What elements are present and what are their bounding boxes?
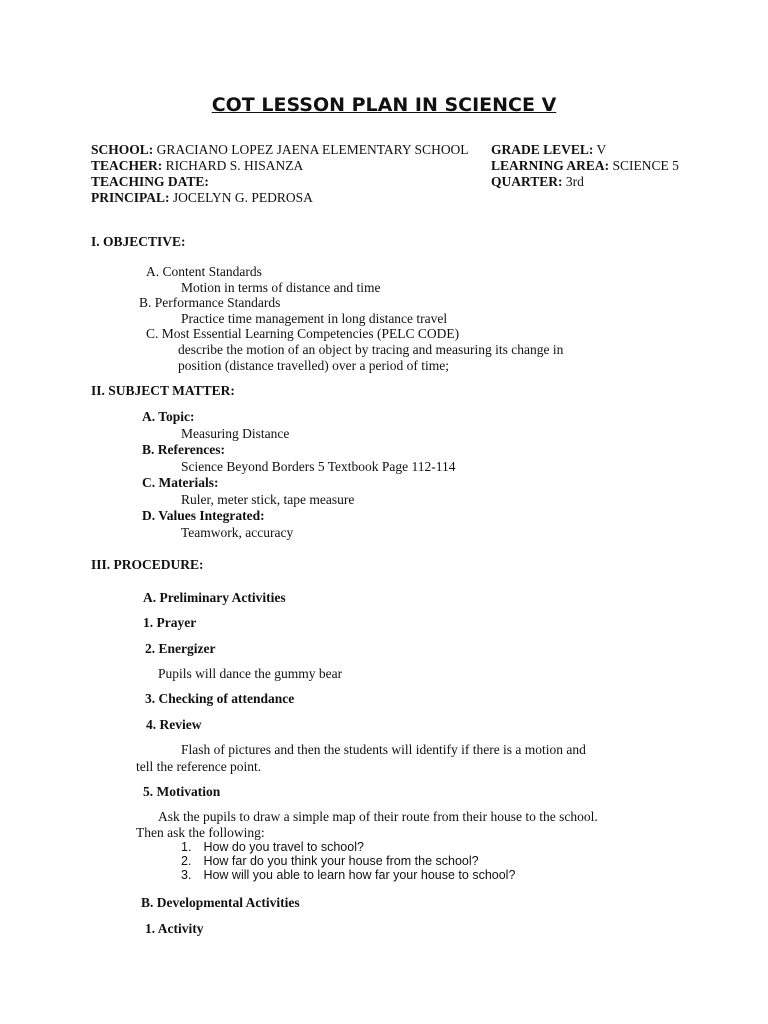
school-value: GRACIANO LOPEZ JAENA ELEMENTARY SCHOOL <box>153 142 469 157</box>
energizer-text: Pupils will dance the gummy bear <box>158 666 343 681</box>
content-standards-label: A. Content Standards <box>146 264 262 279</box>
question-number: 3. <box>181 868 192 882</box>
quarter-line <box>491 174 584 190</box>
content-standards-text: Motion in terms of distance and time <box>181 280 381 295</box>
question-3 <box>181 868 515 882</box>
learning-area-label: LEARNING AREA: <box>491 158 610 173</box>
competencies-text-2: position (distance travelled) over a period of time; <box>178 358 450 373</box>
question-1 <box>181 840 364 854</box>
references-label: B. References: <box>142 442 225 457</box>
review-text-1: Flash of pictures and then the students will identify if there is a motion and <box>181 742 586 757</box>
teacher-label: TEACHER: <box>91 158 163 173</box>
question-text: How do you travel to school? <box>203 840 364 854</box>
learning-area-line <box>491 158 679 174</box>
school-label: SCHOOL: <box>91 142 154 157</box>
review-label: 4. Review <box>146 717 202 732</box>
learning-area-value: SCIENCE 5 <box>609 158 679 173</box>
teacher-value: RICHARD S. HISANZA <box>162 158 304 173</box>
teacher-line <box>91 158 303 174</box>
motivation-text-2: Then ask the following: <box>136 825 265 840</box>
procedure-heading: III. PROCEDURE: <box>91 557 204 572</box>
document-title: COT LESSON PLAN IN SCIENCE V <box>211 94 557 116</box>
grade-level-line <box>491 142 606 158</box>
question-number: 2. <box>181 854 192 868</box>
quarter-label: QUARTER: <box>491 174 563 189</box>
principal-value: JOCELYN G. PEDROSA <box>169 190 313 205</box>
values-text: Teamwork, accuracy <box>181 525 294 540</box>
grade-level-label: GRADE LEVEL: <box>491 142 594 157</box>
values-label: D. Values Integrated: <box>142 508 265 523</box>
teaching-date-line <box>91 174 209 190</box>
grade-level-value: V <box>593 142 607 157</box>
competencies-text-1: describe the motion of an object by tracing and measuring its change in <box>178 342 564 357</box>
performance-standards-label: B. Performance Standards <box>139 295 281 310</box>
question-text: How will you able to learn how far your house to school? <box>203 868 516 882</box>
references-text: Science Beyond Borders 5 Textbook Page 112-114 <box>181 459 456 474</box>
materials-label: C. Materials: <box>142 475 219 490</box>
question-text: How far do you think your house from the school? <box>203 854 479 868</box>
quarter-value: 3rd <box>562 174 584 189</box>
question-2 <box>181 854 479 868</box>
objective-heading: I. OBJECTIVE: <box>91 234 186 249</box>
energizer-label: 2. Energizer <box>145 641 216 656</box>
motivation-text-1: Ask the pupils to draw a simple map of their route from their house to the school. <box>158 809 598 824</box>
preliminary-activities-label: A. Preliminary Activities <box>143 590 286 605</box>
prayer-label: 1. Prayer <box>143 615 197 630</box>
materials-text: Ruler, meter stick, tape measure <box>181 492 355 507</box>
developmental-activities-label: B. Developmental Activities <box>141 895 300 910</box>
topic-text: Measuring Distance <box>181 426 290 441</box>
question-number: 1. <box>181 840 192 854</box>
principal-label: PRINCIPAL: <box>91 190 170 205</box>
motivation-label: 5. Motivation <box>143 784 221 799</box>
review-text-2: tell the reference point. <box>136 759 262 774</box>
school-line <box>91 142 469 158</box>
topic-label: A. Topic: <box>142 409 195 424</box>
attendance-label: 3. Checking of attendance <box>145 691 295 706</box>
performance-standards-text: Practice time management in long distance travel <box>181 311 448 326</box>
subject-matter-heading: II. SUBJECT MATTER: <box>91 383 235 398</box>
activity-label: 1. Activity <box>145 921 204 936</box>
teaching-date-label: TEACHING DATE: <box>91 174 209 189</box>
principal-line <box>91 190 313 206</box>
competencies-label: C. Most Essential Learning Competencies (PELC CODE) <box>146 326 460 341</box>
